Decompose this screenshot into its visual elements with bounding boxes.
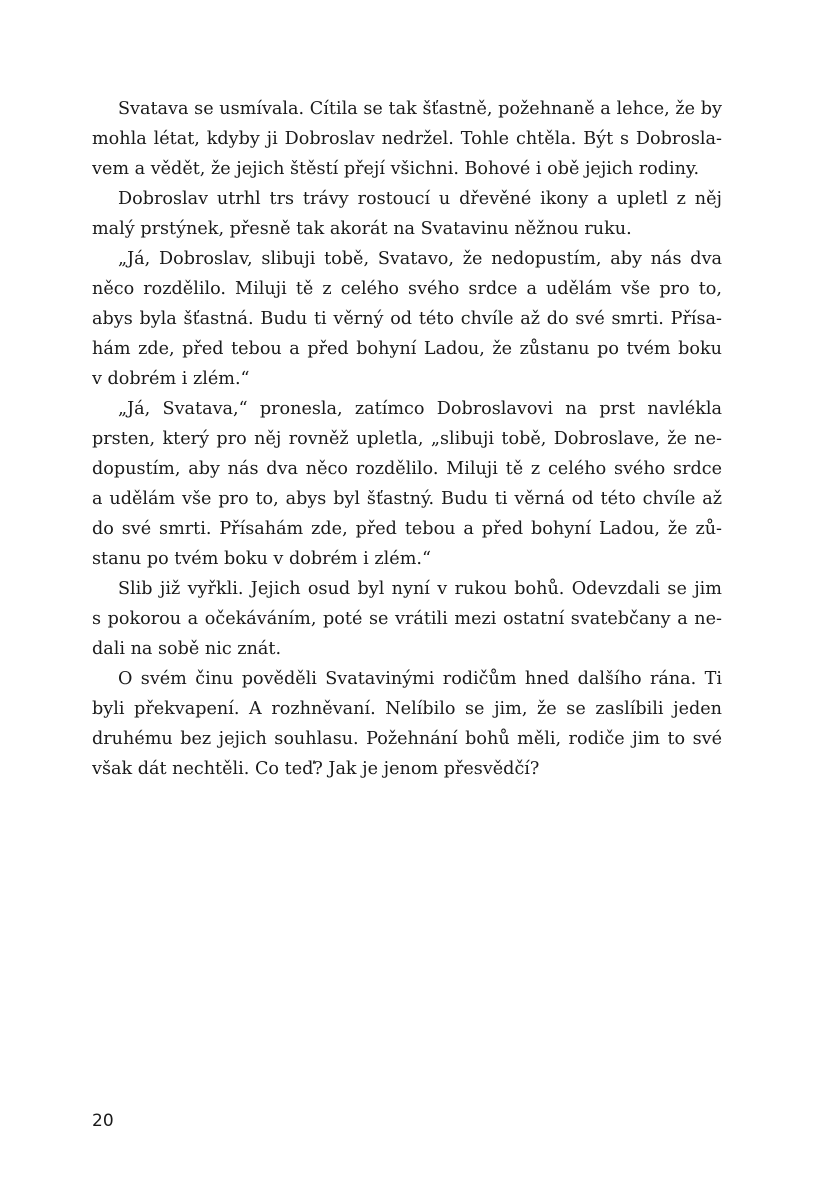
text-line: s pokorou a očekáváním, poté se vrátili mezi ostatní svatebčany a ne- bbox=[92, 609, 722, 629]
text-line: hám zde, před tebou a před bohyní Ladou, že zůstanu po tvém boku bbox=[92, 339, 722, 359]
text-line: a udělám vše pro to, abys byl šťastný. Budu ti věrná od této chvíle až bbox=[92, 489, 722, 509]
text-line: Slib již vyřkli. Jejich osud byl nyní v rukou bohů. Odevzdali se jim bbox=[118, 579, 722, 599]
text-line: stanu po tvém boku v dobrém i zlém.“ bbox=[92, 549, 431, 569]
text-line: abys byla šťastná. Budu ti věrný od této chvíle až do své smrti. Přísa- bbox=[92, 309, 722, 329]
text-line: „Já, Dobroslav, slibuji tobě, Svatavo, že nedopustím, aby nás dva bbox=[118, 249, 722, 269]
text-line: O svém činu pověděli Svatavinými rodičům hned dalšího rána. Ti bbox=[118, 669, 722, 689]
page-number: 20 bbox=[92, 1111, 114, 1131]
text-line: mohla létat, kdyby ji Dobroslav nedržel. Tohle chtěla. Být s Dobrosla- bbox=[92, 129, 722, 149]
text-line: druhému bez jejich souhlasu. Požehnání bohů měli, rodiče jim to své bbox=[92, 729, 722, 749]
text-line: dopustím, aby nás dva něco rozdělilo. Miluji tě z celého svého srdce bbox=[92, 459, 722, 479]
text-line: byli překvapení. A rozhněvaní. Nelíbilo se jim, že se zaslíbili jeden bbox=[92, 699, 722, 719]
text-line: „Já, Svatava,“ pronesla, zatímco Dobroslavovi na prst navlékla bbox=[118, 399, 722, 419]
text-line: však dát nechtěli. Co teď? Jak je jenom přesvědčí? bbox=[92, 759, 540, 779]
body-text bbox=[92, 94, 722, 784]
text-line: Dobroslav utrhl trs trávy rostoucí u dřevěné ikony a upletl z něj bbox=[118, 189, 722, 209]
text-line: vem a vědět, že jejich štěstí přejí všichni. Bohové i obě jejich rodiny. bbox=[92, 159, 700, 179]
text-line: malý prstýnek, přesně tak akorát na Svatavinu něžnou ruku. bbox=[92, 219, 632, 239]
text-line: Svatava se usmívala. Cítila se tak šťastně, požehnaně a lehce, že by bbox=[118, 99, 722, 119]
text-line: prsten, který pro něj rovněž upletla, „slibuji tobě, Dobroslave, že ne- bbox=[92, 429, 722, 449]
text-line: do své smrti. Přísahám zde, před tebou a před bohyní Ladou, že zů- bbox=[92, 519, 722, 539]
text-line: v dobrém i zlém.“ bbox=[92, 369, 250, 389]
text-line: něco rozdělilo. Miluji tě z celého svého srdce a udělám vše pro to, bbox=[92, 279, 722, 299]
text-line: dali na sobě nic znát. bbox=[92, 639, 282, 659]
